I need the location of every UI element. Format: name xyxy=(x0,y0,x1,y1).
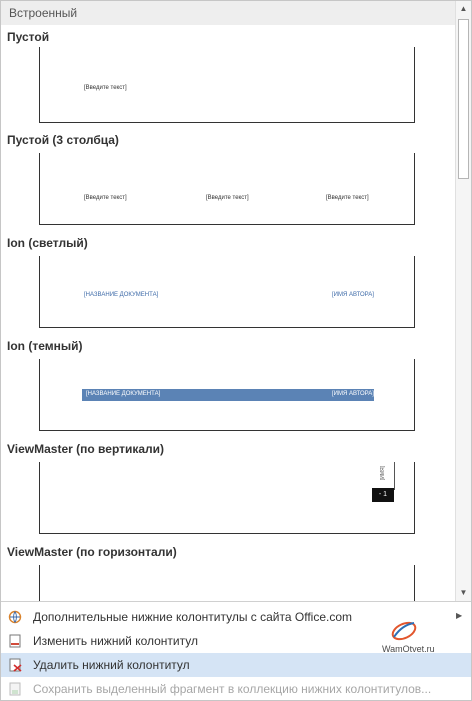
section-header-builtin: Встроенный xyxy=(1,1,455,25)
placeholder-author-name: [ИМЯ АВТОРА] xyxy=(332,391,374,397)
viewmaster-vertical-text: [ИМЯ] xyxy=(380,466,386,481)
scroll-up-icon[interactable]: ▲ xyxy=(459,4,468,13)
footer-gallery xyxy=(1,1,455,601)
footer-preview-ion-light[interactable] xyxy=(39,256,415,328)
placeholder-text: [Введите текст] xyxy=(84,85,127,91)
menu-item-label: Изменить нижний колонтитул xyxy=(33,634,198,648)
placeholder-author-name: [ИМЯ АВТОРА] xyxy=(332,292,374,298)
ion-dark-footer-bar xyxy=(82,389,374,401)
placeholder-document-title: [НАЗВАНИЕ ДОКУМЕНТА] xyxy=(86,391,161,397)
menu-item-label: Сохранить выделенный фрагмент в коллекцию нижних колонтитулов... xyxy=(33,682,432,696)
remove-footer-icon xyxy=(8,658,22,672)
gallery-item-title: Пустой xyxy=(7,30,50,44)
scrollbar-thumb[interactable] xyxy=(458,19,469,179)
menu-item-save-selection[interactable] xyxy=(1,677,471,701)
gallery-scrollbar[interactable] xyxy=(455,1,471,601)
watermark-text: WamOtvet.ru xyxy=(382,644,435,654)
footer-preview-blank-3col[interactable] xyxy=(39,153,415,225)
scroll-down-icon[interactable]: ▼ xyxy=(459,588,468,597)
placeholder-text: [Введите текст] xyxy=(326,195,369,201)
gallery-item-title: Ion (темный) xyxy=(7,339,83,353)
submenu-arrow-icon: ▶ xyxy=(456,611,463,620)
gallery-item-title: ViewMaster (по горизонтали) xyxy=(7,545,177,559)
footer-preview-ion-dark[interactable] xyxy=(39,359,415,431)
edit-footer-icon xyxy=(8,634,22,648)
save-footer-icon xyxy=(8,682,22,696)
gallery-item-title: ViewMaster (по вертикали) xyxy=(7,442,165,456)
footer-preview-viewmaster-horizontal[interactable] xyxy=(39,565,415,601)
gallery-item-title: Ion (светлый) xyxy=(7,236,88,250)
gallery-item-title: Пустой (3 столбца) xyxy=(7,133,119,147)
placeholder-document-title: [НАЗВАНИЕ ДОКУМЕНТА] xyxy=(84,292,159,298)
footer-preview-viewmaster-vertical[interactable] xyxy=(39,462,415,534)
placeholder-text: [Введите текст] xyxy=(84,195,127,201)
viewmaster-vertical-line xyxy=(394,462,395,490)
menu-item-label: Дополнительные нижние колонтитулы с сайта Office.com xyxy=(33,610,352,624)
placeholder-text: [Введите текст] xyxy=(206,195,249,201)
office-globe-icon xyxy=(8,610,22,624)
footer-preview-blank[interactable] xyxy=(39,47,415,123)
menu-item-label: Удалить нижний колонтитул xyxy=(33,658,190,672)
page-number-box: - 1 xyxy=(372,488,394,502)
